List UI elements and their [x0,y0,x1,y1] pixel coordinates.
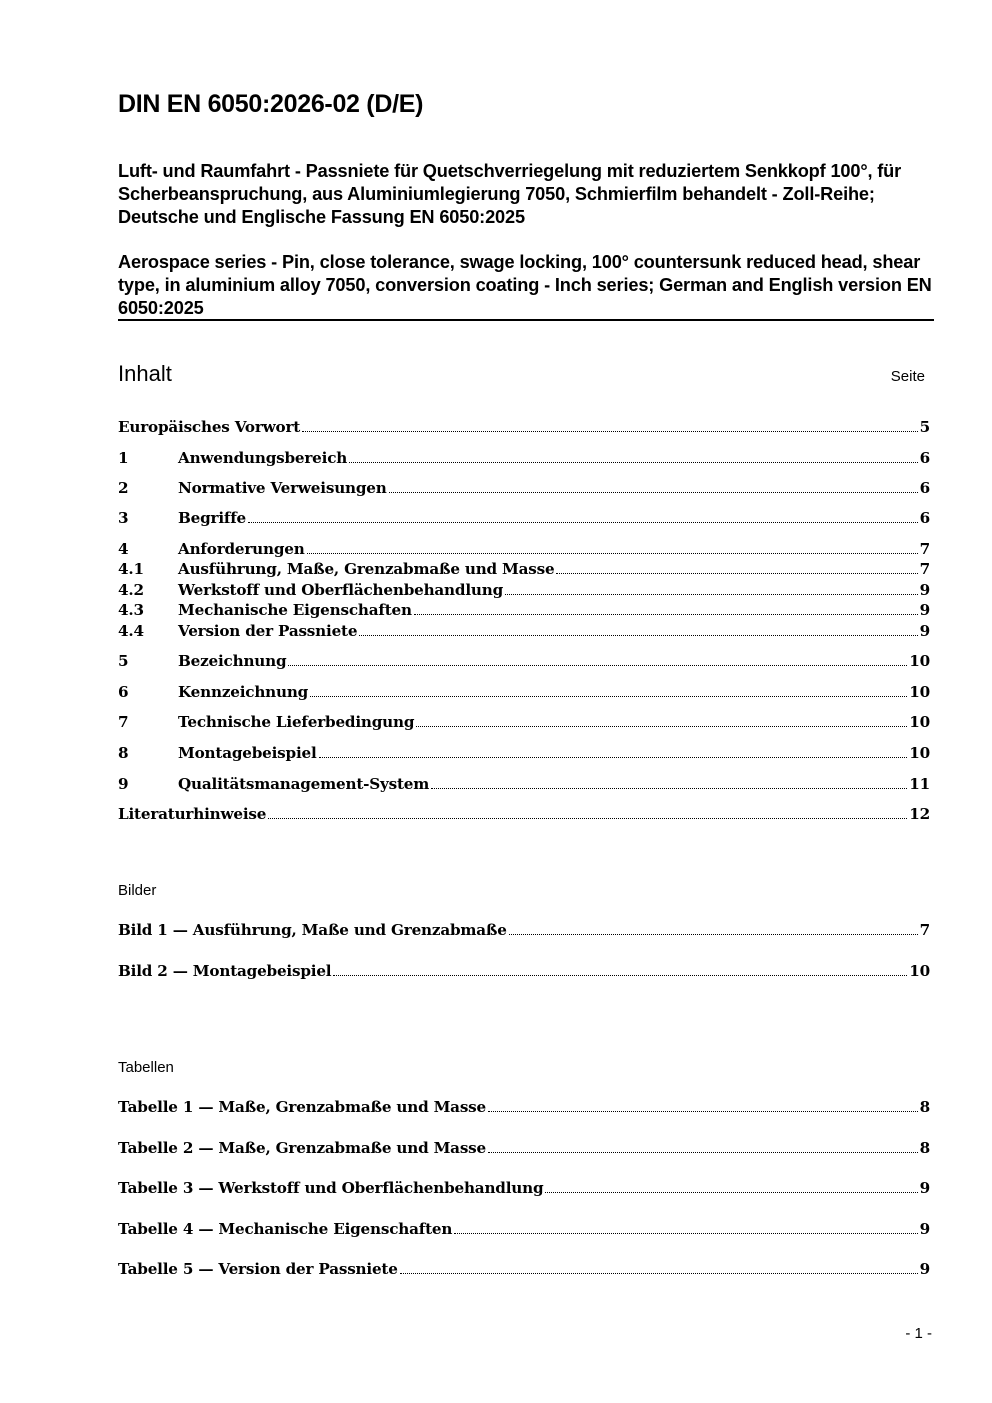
toc-entry-title: Version der Passniete [178,622,358,640]
title-german: Luft- und Raumfahrt - Passniete für Quetschverriegelung mit reduziertem Senkkopf 100°, für Scherbeanspruchung, aus Aluminiumlegierung 7050, Schmierfilm behandelt - Zoll-Reihe; Deutsche und Englische Fassung EN 6050:2025 [118,161,902,227]
tables-heading: Tabellen [118,1059,174,1076]
toc-entry-title: Qualitätsmanagement-System [178,775,430,793]
toc-entry[interactable] [118,560,930,578]
toc-entry-number: 3 [118,509,129,527]
figures-heading: Bilder [118,882,157,899]
table-entry-title: Tabelle 5 — Version der Passniete [118,1260,398,1278]
toc-entry-title: Anwendungsbereich [178,449,348,467]
figure-entry-title: Bild 2 — Montagebeispiel [118,962,332,980]
toc-entry[interactable] [118,713,930,731]
toc-entry-number: 2 [118,479,129,497]
table-entry[interactable] [118,1098,930,1116]
toc-entry-number: 6 [118,683,129,701]
toc-entry-title: Literaturhinweise [118,805,267,823]
toc-entry[interactable] [118,683,930,701]
figure-entry[interactable] [118,921,930,939]
table-entry[interactable] [118,1139,930,1157]
toc-entry-page: 7 [919,560,930,578]
toc-entry[interactable] [118,805,930,823]
table-entry-page: 9 [919,1220,930,1238]
toc-entry-page: 6 [919,509,930,527]
toc-leader [488,1111,918,1112]
table-entry-page: 9 [919,1179,930,1197]
toc-entry-number: 4.3 [118,601,144,619]
toc-entry[interactable] [118,509,930,527]
toc-leader [307,553,918,554]
toc-leader [556,573,917,574]
toc-entry-title: Anforderungen [178,540,305,558]
toc-entry-page: 10 [909,652,930,670]
toc-entry-page: 5 [919,418,930,436]
toc-entry-title: Montagebeispiel [178,744,317,762]
document-number: DIN EN 6050:2026-02 (D/E) [118,90,424,118]
title-divider [118,319,934,321]
toc-entry-number: 4.2 [118,581,144,599]
toc-entry-title: Bezeichnung [178,652,287,670]
toc-leader [319,757,908,758]
toc-entry-page: 10 [909,683,930,701]
toc-leader [431,788,907,789]
table-entry-page: 8 [919,1139,930,1157]
toc-entry-number: 5 [118,652,129,670]
toc-leader [389,492,918,493]
toc-entry-number: 4 [118,540,129,558]
toc-entry[interactable] [118,622,930,640]
toc-entry[interactable] [118,479,930,497]
figure-entry-title: Bild 1 — Ausführung, Maße und Grenzabmaße [118,921,507,939]
toc-page-column-label: Seite [890,368,925,385]
toc-heading: Inhalt [118,361,172,386]
toc-entry[interactable] [118,418,930,436]
toc-leader [545,1192,917,1193]
toc-entry-page: 6 [919,479,930,497]
toc-leader [248,522,918,523]
toc-entry[interactable] [118,744,930,762]
toc-entry-number: 9 [118,775,129,793]
toc-entry-title: Europäisches Vorwort [118,418,301,436]
toc-leader [349,462,918,463]
toc-entry-page: 7 [919,540,930,558]
toc-entry-title: Werkstoff und Oberflächenbehandlung [178,581,503,599]
toc-leader [416,726,907,727]
toc-entry[interactable] [118,581,930,599]
toc-leader [488,1152,918,1153]
toc-entry[interactable] [118,775,930,793]
toc-entry-page: 10 [909,744,930,762]
table-entry[interactable] [118,1220,930,1238]
figure-entry-page: 10 [909,962,930,980]
toc-entry-number: 1 [118,449,129,467]
toc-entry[interactable] [118,540,930,558]
toc-entry[interactable] [118,449,930,467]
toc-entry-page: 11 [909,775,930,793]
toc-entry-title: Normative Verweisungen [178,479,387,497]
toc-entry[interactable] [118,601,930,619]
toc-leader [505,594,918,595]
toc-leader [454,1233,917,1234]
toc-entry-page: 9 [919,581,930,599]
toc-leader [333,975,907,976]
toc-entry-number: 4.4 [118,622,144,640]
table-entry[interactable] [118,1179,930,1197]
toc-entry-page: 9 [919,622,930,640]
toc-entry-number: 8 [118,744,129,762]
toc-entry-title: Technische Lieferbedingung [178,713,415,731]
toc-entry-page: 12 [909,805,930,823]
toc-leader [288,665,907,666]
table-entry-page: 9 [919,1260,930,1278]
toc-entry-page: 9 [919,601,930,619]
page-number: - 1 - [905,1325,932,1342]
toc-entry[interactable] [118,652,930,670]
toc-leader [302,431,918,432]
toc-leader [509,934,918,935]
title-english: Aerospace series - Pin, close tolerance, swage locking, 100° countersunk reduced head, shear type, in aluminium alloy 7050, conversion coating - Inch series; German and English version EN 6050:2025 [118,252,932,318]
toc-entry-page: 10 [909,713,930,731]
toc-leader [268,818,907,819]
table-entry-page: 8 [919,1098,930,1116]
table-entry-title: Tabelle 2 — Maße, Grenzabmaße und Masse [118,1139,486,1157]
toc-leader [310,696,907,697]
table-entry[interactable] [118,1260,930,1278]
figure-entry-page: 7 [919,921,930,939]
toc-entry-page: 6 [919,449,930,467]
toc-entry-title: Mechanische Eigenschaften [178,601,412,619]
toc-leader [359,635,917,636]
table-entry-title: Tabelle 3 — Werkstoff und Oberflächenbehandlung [118,1179,544,1197]
toc-leader [414,614,918,615]
table-entry-title: Tabelle 1 — Maße, Grenzabmaße und Masse [118,1098,486,1116]
toc-entry-number: 4.1 [118,560,144,578]
toc-entry-title: Kennzeichnung [178,683,309,701]
toc-leader [400,1273,918,1274]
table-entry-title: Tabelle 4 — Mechanische Eigenschaften [118,1220,453,1238]
figure-entry[interactable] [118,962,930,980]
toc-entry-title: Begriffe [178,509,247,527]
toc-entry-number: 7 [118,713,129,731]
toc-entry-title: Ausführung, Maße, Grenzabmaße und Masse [178,560,555,578]
